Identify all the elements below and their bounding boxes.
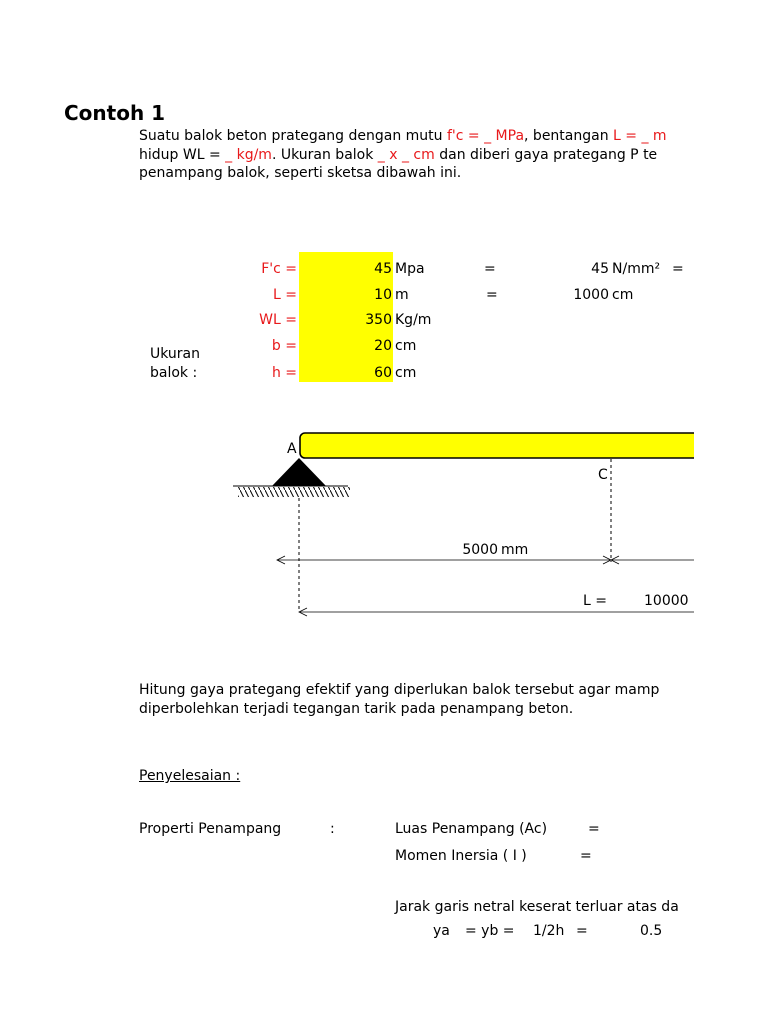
ukuran-label-line-1: Ukuran xyxy=(150,346,201,362)
half-h-equals: = xyxy=(576,923,588,939)
section-properties-label: Properti Penampang xyxy=(139,821,282,837)
half-h-coefficient: 0.5 xyxy=(640,923,663,939)
param-unit-b: cm xyxy=(395,338,417,354)
half-span-unit: mm xyxy=(501,542,529,558)
param-unit-fc: Mpa xyxy=(395,261,425,277)
ya-symbol: ya xyxy=(433,923,450,939)
area-equals: = xyxy=(588,821,600,837)
fc-equals-2: = xyxy=(672,261,684,277)
l-equals: = xyxy=(486,287,498,303)
point-c-label: C xyxy=(598,467,608,483)
support-a-label: A xyxy=(287,441,297,457)
intro-line-3: penampang balok, seperti sketsa dibawah ini. xyxy=(139,165,462,181)
fc-converted-value: 45 xyxy=(591,261,609,277)
section-properties-colon: : xyxy=(330,821,335,837)
span-label: L = xyxy=(583,593,607,609)
l-converted-value: 1000 xyxy=(573,287,609,303)
param-value-l[interactable]: 10 xyxy=(374,287,392,303)
ukuran-label-line-2: balok : xyxy=(150,365,198,381)
neutral-axis-text: Jarak garis netral keserat terluar atas da xyxy=(395,899,679,915)
param-label-l: L = xyxy=(273,287,297,303)
yb-equals: = yb = xyxy=(465,923,515,939)
question-line-2: diperbolehkan terjadi tegangan tarik pada penampang beton. xyxy=(139,701,574,717)
param-label-wl: WL = xyxy=(259,312,297,328)
l-converted-unit: cm xyxy=(612,287,634,303)
param-label-h: h = xyxy=(271,365,297,381)
area-label: Luas Penampang (Ac) xyxy=(395,821,548,837)
fc-converted-unit: N/mm² xyxy=(612,261,661,277)
pin-support xyxy=(272,458,326,486)
inertia-label: Momen Inersia ( I ) xyxy=(395,848,527,864)
question-line-1: Hitung gaya prategang efektif yang diperlukan balok tersebut agar mamp xyxy=(139,682,660,698)
param-label-b: b = xyxy=(271,338,297,354)
param-unit-l: m xyxy=(395,287,409,303)
param-unit-h: cm xyxy=(395,365,417,381)
example-heading: Contoh 1 xyxy=(64,101,166,125)
param-value-b[interactable]: 20 xyxy=(374,338,392,354)
half-h-term: 1/2h xyxy=(533,923,565,939)
inertia-equals: = xyxy=(580,848,592,864)
fc-equals: = xyxy=(484,261,496,277)
intro-line-2: hidup WL = _ kg/m. Ukuran balok _ x _ cm dan diberi gaya prategang P te xyxy=(139,146,658,163)
beam-body xyxy=(300,433,694,458)
param-value-wl[interactable]: 350 xyxy=(365,312,392,328)
ground-hatch xyxy=(238,487,350,497)
solution-heading: Penyelesaian : xyxy=(139,768,241,784)
half-span-value: 5000 xyxy=(462,542,498,558)
param-label-fc: F'c = xyxy=(261,261,297,277)
param-value-fc[interactable]: 45 xyxy=(374,261,392,277)
span-value: 10000 xyxy=(644,593,689,609)
intro-line-1: Suatu balok beton prategang dengan mutu f'c = _ MPa, bentangan L = _ m xyxy=(139,128,667,144)
param-value-h[interactable]: 60 xyxy=(374,365,392,381)
param-unit-wl: Kg/m xyxy=(395,312,432,328)
